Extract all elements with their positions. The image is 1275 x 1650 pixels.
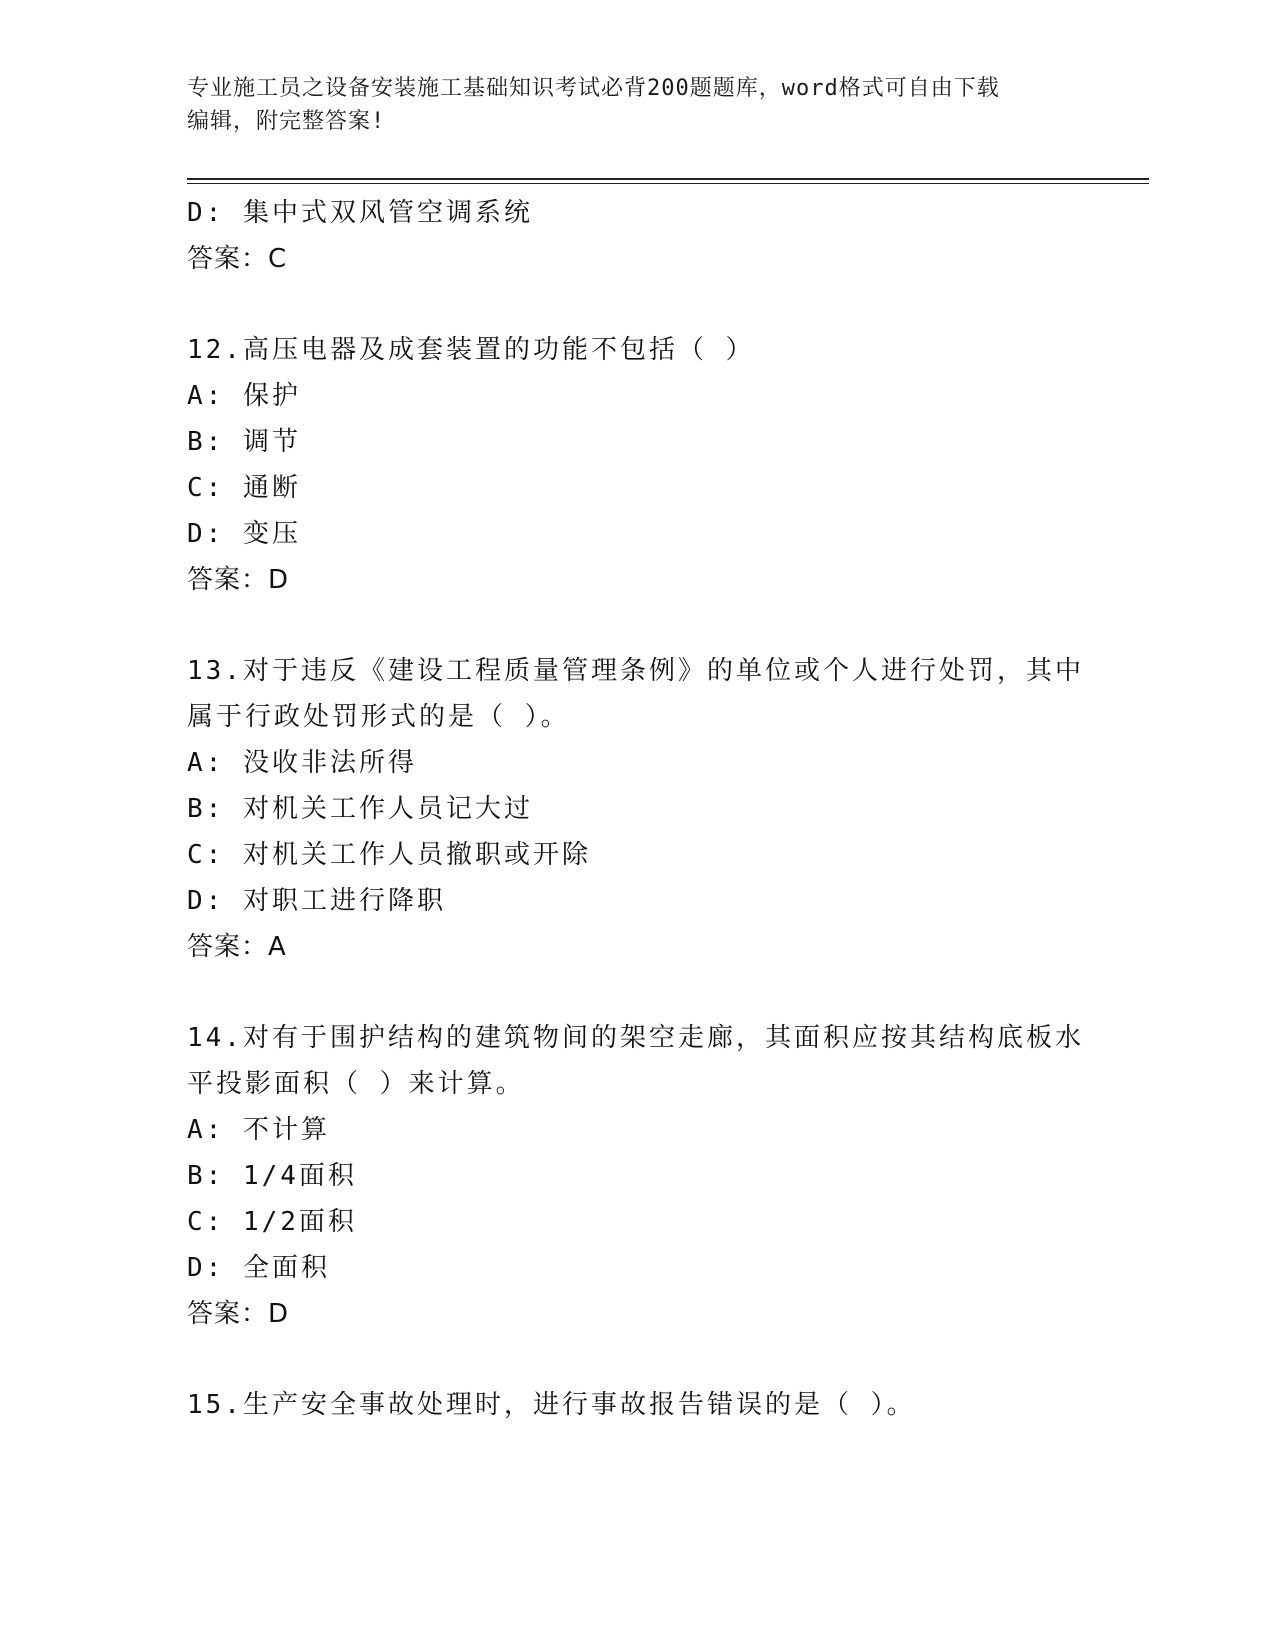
option-d: D: 对职工进行降职	[187, 886, 446, 916]
answer: 答案：A	[187, 932, 287, 962]
option-d: D: 全面积	[187, 1253, 330, 1283]
question-stem-cont: 属于行政处罚形式的是（ ）。	[187, 702, 570, 732]
spacer	[187, 603, 1087, 648]
question-14	[187, 1015, 1087, 1337]
header-line-2: 编辑，附完整答案!	[187, 109, 386, 134]
question-stem: 14.对有于围护结构的建筑物间的架空走廊，其面积应按其结构底板水	[187, 1023, 1084, 1053]
document-header	[187, 72, 1067, 138]
option-d: D: 变压	[187, 519, 301, 549]
option-b: B: 1/4面积	[187, 1161, 357, 1191]
question-12	[187, 327, 1087, 603]
question-stem: 15.生产安全事故处理时，进行事故报告错误的是（ ）。	[187, 1390, 916, 1420]
header-divider-thin	[187, 183, 1149, 184]
option-c: C: 对机关工作人员撤职或开除	[187, 840, 591, 870]
option-a: A: 不计算	[187, 1115, 330, 1145]
spacer	[187, 282, 1087, 327]
option-b: B: 对机关工作人员记大过	[187, 794, 533, 824]
option-b: B: 调节	[187, 427, 301, 457]
header-divider-thick	[187, 178, 1149, 180]
option-a: A: 保护	[187, 381, 301, 411]
question-13	[187, 648, 1087, 970]
prev-option-d: D: 集中式双风管空调系统	[187, 198, 533, 228]
answer: 答案：D	[187, 1299, 290, 1329]
header-line-1: 专业施工员之设备安装施工基础知识考试必背200题题库，word格式可自由下载	[187, 76, 1000, 101]
option-c: C: 1/2面积	[187, 1207, 357, 1237]
question-stem-cont: 平投影面积（ ）来计算。	[187, 1069, 525, 1099]
spacer	[187, 1337, 1087, 1382]
prev-answer: 答案：C	[187, 244, 288, 274]
question-stem: 13.对于违反《建设工程质量管理条例》的单位或个人进行处罚，其中	[187, 656, 1084, 686]
answer: 答案：D	[187, 565, 290, 595]
spacer	[187, 970, 1087, 1015]
option-c: C: 通断	[187, 473, 301, 503]
question-15	[187, 1382, 1087, 1428]
question-list	[187, 190, 1087, 1428]
question-stem: 12.高压电器及成套装置的功能不包括（ ）	[187, 335, 755, 365]
option-a: A: 没收非法所得	[187, 748, 417, 778]
